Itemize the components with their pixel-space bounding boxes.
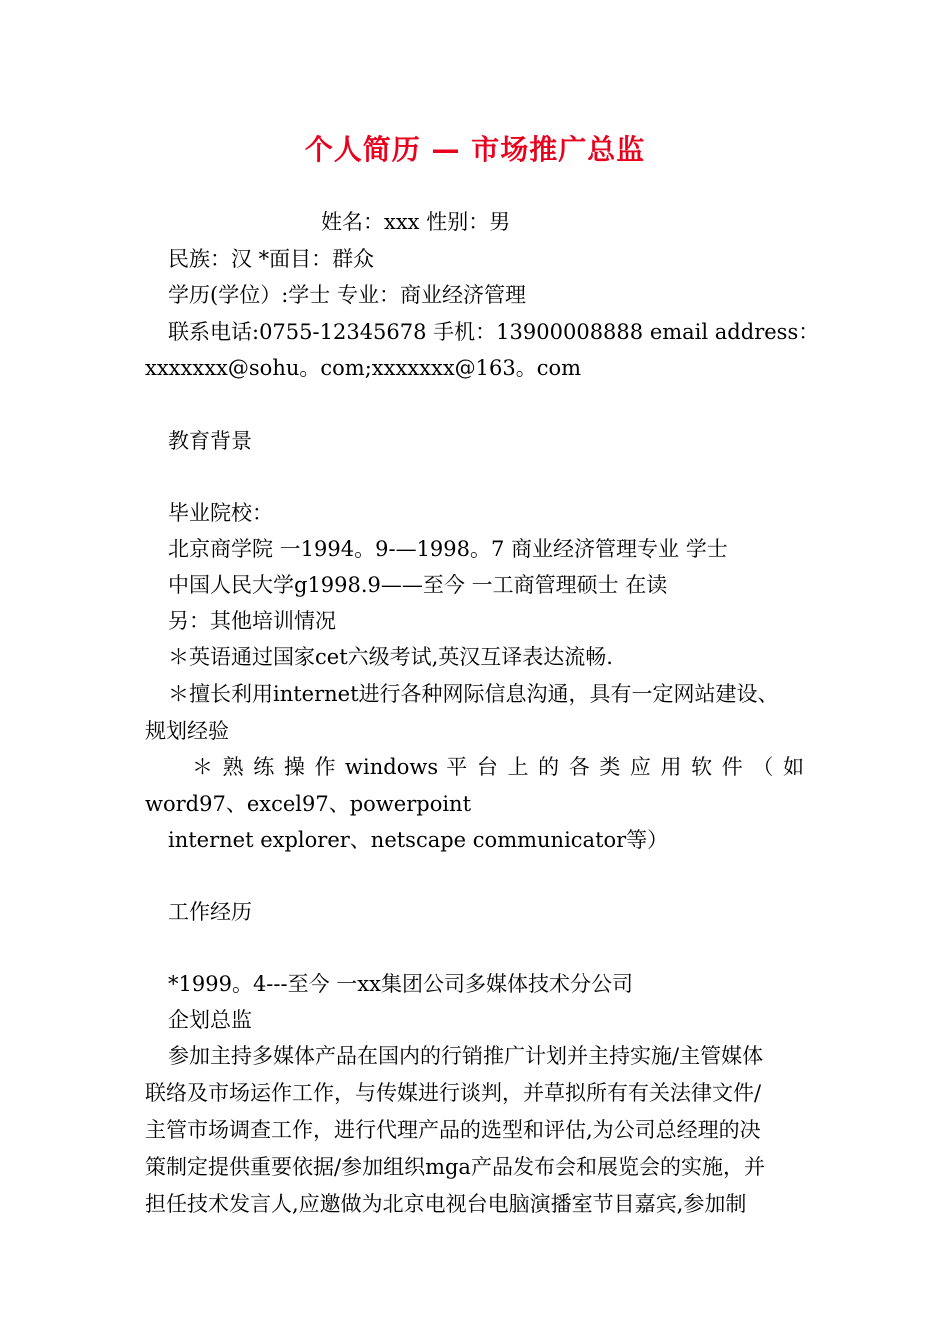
school-label: 毕业院校：: [168, 501, 273, 525]
skill-software-line-3: internet explorer、netscape communicator等）: [168, 828, 669, 852]
education-heading: 教育背景: [168, 429, 252, 453]
skill-english: ＊英语通过国家cet六级考试,英汉互译表达流畅.: [168, 645, 613, 669]
ethnicity-line: 民族：汉 *面目：群众: [168, 247, 375, 271]
resume-title: 个人简历 — 市场推广总监: [304, 133, 646, 166]
skill-internet-line-1: ＊擅长利用internet进行各种网际信息沟通，具有一定网站建设、: [168, 682, 779, 706]
job-description-line: 策制定提供重要依据/参加组织mga产品发布会和展览会的实施，并: [145, 1155, 765, 1179]
job-description-line: 参加主持多媒体产品在国内的行销推广计划并主持实施/主管媒体: [168, 1044, 764, 1068]
contact-line: 联系电话:0755-12345678 手机：13900008888 email address：: [168, 320, 820, 344]
job-entry: *1999。4---至今 一xx集团公司多媒体技术分公司: [168, 972, 633, 996]
job-description-line: 主管市场调查工作，进行代理产品的选型和评估,为公司总经理的决: [145, 1118, 761, 1142]
skill-software-line-1: ＊ 熟 练 操 作 windows 平 台 上 的 各 类 应 用 软 件 （ 如: [192, 755, 804, 779]
job-description-line: 联络及市场运作工作，与传媒进行谈判，并草拟所有有关法律文件/: [145, 1081, 762, 1105]
school-entry-2: 中国人民大学g1998.9——至今 一工商管理硕士 在读: [168, 573, 668, 597]
school-entry-1: 北京商学院 一1994。9-—1998。7 商业经济管理专业 学士: [168, 537, 728, 561]
job-description-line: 担任技术发言人,应邀做为北京电视台电脑演播室节目嘉宾,参加制: [145, 1192, 747, 1216]
work-heading: 工作经历: [168, 900, 252, 924]
name-gender-line: 姓名：xxx 性别：男: [321, 210, 511, 234]
skill-software-line-2: word97、excel97、powerpoint: [145, 792, 472, 816]
education-degree-line: 学历(学位）:学士 专业：商业经济管理: [168, 283, 526, 307]
email-line: xxxxxxx@sohu。com;xxxxxxx@163。com: [145, 356, 582, 380]
job-title: 企划总监: [168, 1008, 252, 1032]
other-training-label: 另：其他培训情况: [168, 609, 336, 633]
skill-internet-line-2: 规划经验: [145, 719, 229, 743]
